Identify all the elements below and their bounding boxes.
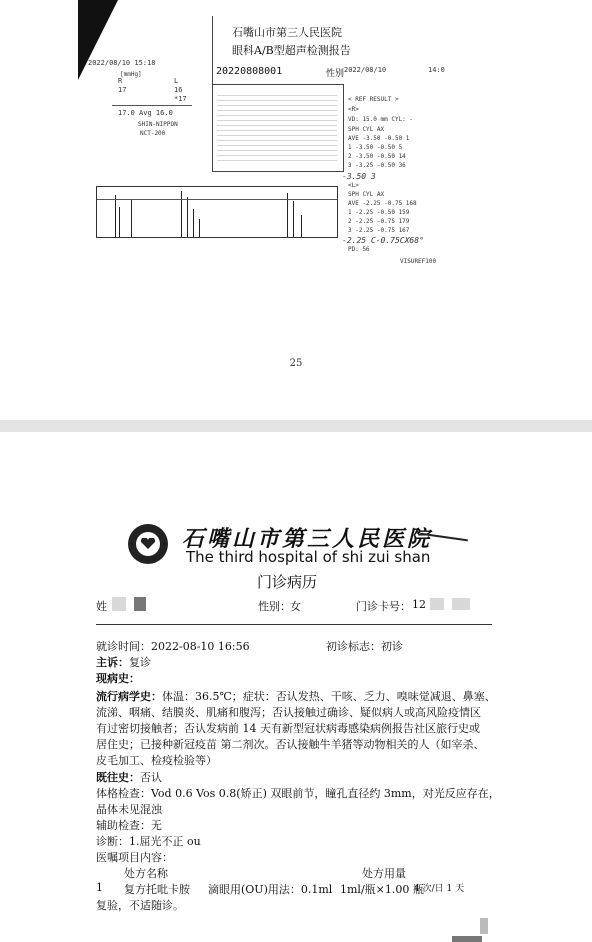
page-separator [0,420,592,432]
visit-time-label: 就诊时间： [96,640,151,653]
first-visit: 初诊 [381,640,403,653]
ref-r-head: <R> [348,106,359,113]
strip-avg: 17.0 Avg 16.0 [118,109,173,117]
ref-l-1: 1 -2.25 -0.50 159 [348,209,410,216]
hospital-name-en: The third hospital of shi zui shan [186,548,431,566]
rx-usage: 滴眼用(OU)用法：0.1ml [208,883,333,896]
aux-label: 辅助检查： [96,819,151,832]
strip-unit: [mmHg] [120,71,142,78]
orders-label: 医嘱项目内容： [96,851,173,864]
card-redaction [430,598,444,610]
epi-line-4: 居住史；已接种新冠疫苗 第二剂次。否认接触牛羊猪等动物相关的人（如宰杀、 [96,738,485,751]
diag-row [96,833,201,849]
ultrasound-waveform [96,186,338,238]
card-redaction-2 [452,598,470,610]
hospital-name-cn: 石嘴山市第三人民医院 [182,526,433,552]
ref-r-1: 1 -3.50 -0.50 5 [348,144,403,151]
visit-time-row [96,638,250,654]
ref-time: 14:0 [428,66,445,74]
ref-l-2: 2 -2.25 -0.75 179 [348,218,410,225]
ref-vd: VD: 15.0 mm CYL: - [348,116,414,123]
ultrasound-measurement-box [212,84,344,172]
signature-redaction-2 [452,936,482,942]
exam-line-2: 晶体未见混浊 [96,803,162,816]
ref-l-col-heads: SPH CYL AX [348,191,385,198]
ref-brand: VISUREF100 [400,258,437,265]
ref-r-2: 2 -3.50 -0.50 14 [348,153,406,160]
ref-r-ave: AVE -3.50 -0.50 1 [348,135,410,142]
exam-label: 体格检查： [96,787,151,800]
card-label: 门诊卡号： [356,600,411,613]
aux-exam: 无 [151,819,162,832]
signature-redaction [480,918,488,934]
rx-name-head: 处方名称 [124,867,168,880]
strip-model: NCT-200 [140,130,166,137]
card-value: 12 [412,598,426,611]
name-label: 姓 [96,600,107,613]
sex-label: 性别： [258,600,291,613]
epi-line-5: 皮毛加工、检疫检验等） [96,754,217,767]
past-row [96,769,162,785]
rx-drug: 复方托吡卡胺 [124,883,190,896]
strip-maker: SHIN-NIPPON [138,121,178,128]
rx-amount-head: 处方用量 [362,867,406,880]
exam-row-1 [96,785,500,801]
epi-row-1 [96,688,496,704]
refraction-printout [340,66,460,276]
report-number: 20220808001 [216,66,283,77]
strip-r-label: R [118,77,123,85]
diagnosis: 1.屈光不正 ou [129,835,201,848]
epi-label: 流行病学史： [96,690,162,703]
epi-line-1: 体温：36.5℃；症状：否认发热、干咳、乏力、嗅味觉减退、鼻塞、 [162,690,496,703]
diag-label: 诊断： [96,835,129,848]
ref-handwritten-l: -2.25 C-0.75CX68° [342,236,424,245]
present-row [96,670,140,686]
record-title: 门诊病历 [257,573,318,591]
strip-date: 2022/08/10 15:18 [88,59,156,67]
page-number: 25 [289,358,303,369]
ref-l-ave: AVE -2.25 -0.75 168 [348,200,417,207]
ref-l-3: 3 -2.25 -0.75 167 [348,227,410,234]
sex-value: 女 [290,600,301,613]
ref-r-3: 3 -3.25 -0.50 36 [348,162,406,169]
ref-col-heads: SPH CYL AX [348,126,385,133]
exam-line-1: Vod 0.6 Vos 0.8(矫正) 双眼前节，瞳孔直径约 3mm，对光反应存在， [151,787,500,800]
header-rule [96,624,492,625]
strip-l-label: L [174,77,179,85]
rx-index: 1 [96,881,103,894]
rx-amount: 1ml/瓶×1.00 瓶 [340,883,424,896]
report-hospital: 石嘴山市第三人民医院 [232,26,342,39]
ref-header: < REF RESULT > [348,96,399,103]
name-redaction-2 [134,597,146,611]
ref-date: 2022/08/10 [344,66,387,74]
past-label: 既往史： [96,771,140,784]
aux-row [96,817,162,833]
strip-l-value-2: *17 [174,95,187,103]
ref-handwritten-r: -3.50 3 [342,172,376,181]
first-visit-row [326,638,403,654]
record-page [0,432,592,942]
chief-label: 主诉： [96,656,129,669]
heart-icon [140,538,156,550]
ref-l-head: <L> [348,182,359,189]
visit-time: 2022-08-10 16:56 [151,640,250,653]
chief-complaint: 复诊 [129,656,151,669]
name-redaction [112,597,126,611]
epi-line-3: 有过密切接触者；否认发病前 14 天有新型冠状病毒感染病例报告社区旅行史或 [96,722,480,735]
present-label: 现病史： [96,672,140,685]
report-sex-label: 性别 [326,69,345,79]
report-title: 眼科A/B型超声检测报告 [232,44,351,57]
past-history: 否认 [140,771,162,784]
ref-pd: PD: 56 [348,246,370,253]
first-visit-label: 初诊标志： [326,640,381,653]
epi-line-2: 流涕、咽痛、结膜炎、肌痛和腹泻；否认接触过确诊、疑似病人或高风险疫情区 [96,706,481,719]
rx-frequency: 4 次/日 1 天 [414,884,465,894]
strip-r-value: 17 [118,86,127,94]
chief-row [96,654,151,670]
followup: 复验，不适随诊。 [96,899,184,912]
strip-l-value-1: 16 [174,86,183,94]
